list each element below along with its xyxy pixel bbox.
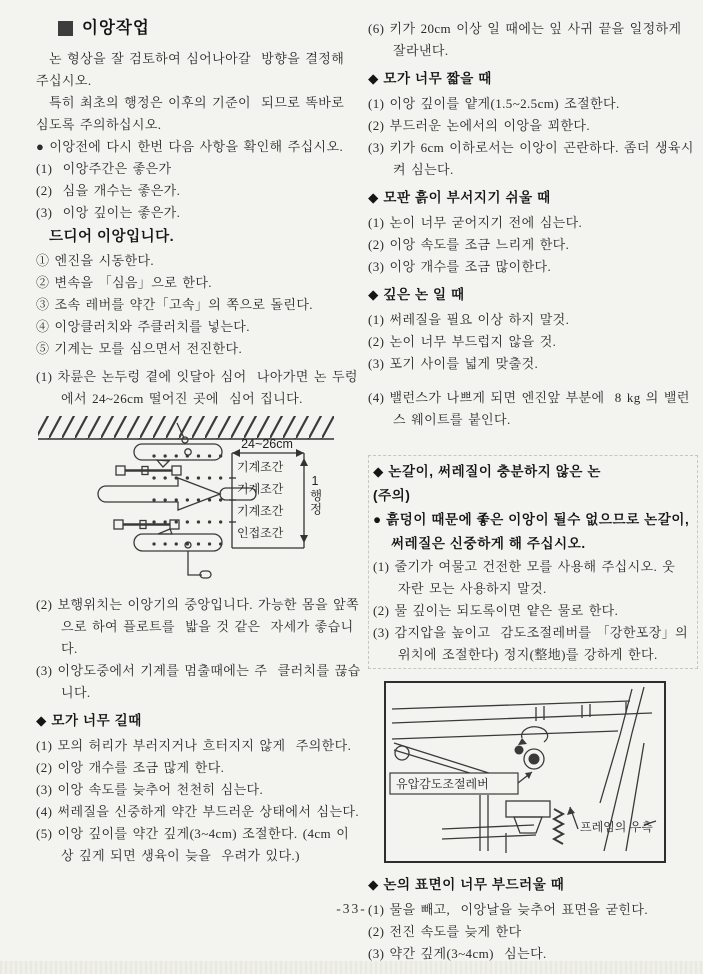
row-spacing-label: 기계조간 [237, 460, 284, 474]
step-item: ① 엔진을 시동한다. [36, 253, 155, 268]
list-item: (2) 부드러운 논에서의 이앙을 꾀한다. [368, 118, 591, 133]
bund-hatch [38, 416, 334, 439]
list-item: (4) 써레질을 신중하게 약간 부드러운 상태에서 심는다. [36, 804, 360, 819]
list-item: (3) 포기 사이를 넓게 맞출것. [368, 356, 539, 371]
list-item: (1) 모의 허리가 부러지거나 흐터지지 않게 주의한다. [36, 738, 352, 753]
list-item: (2) 전진 속도를 늦게 한다 [368, 924, 522, 939]
scan-edge-artifact [0, 961, 703, 974]
caution-bullet: ● 흙덩이 때문에 좋은 이앙이 될수 없으므로 논갈이, 써레질은 신중하게 해 주십시오. [373, 512, 694, 551]
dimension-label: 24~26cm [241, 437, 293, 451]
row-spacing-label: 인접조간 [237, 526, 284, 540]
section-header: ◆ 모가 너무 짧을 때 [368, 71, 492, 86]
one-pass-label: 1행정 [308, 474, 322, 516]
list-item: (1) 차륜은 논두렁 곁에 잇달아 심어 나아가면 논 두렁에서 24~26cm 떨어진 곳에 심어 집니다. [36, 369, 358, 406]
right-column [368, 18, 698, 965]
list-item: (3) 약간 깊게(3~4cm) 심는다. [368, 946, 547, 961]
square-bullet-icon [58, 21, 73, 36]
list-item: (3) 이앙 속도를 늦추어 천천히 심는다. [36, 782, 264, 797]
section-header: ◆ 깊은 논 일 때 [368, 287, 465, 302]
lever-figure [384, 681, 666, 863]
list-item: (3) 감지압을 높이고 감도조절레버를 「강한포장」의 위치에 조절한다) 정지(整地)를 강하게 한다. [373, 625, 694, 662]
machine-body [98, 478, 220, 510]
list-item: (1) 줄기가 여물고 건전한 모를 사용해 주십시오. 웃 자란 모는 사용하지 말것. [373, 559, 681, 596]
list-item: (5) 이앙 깊이를 약간 깊게(3~4cm) 조절한다. (4cm 이상 깊게 되면 생육이 늦을 우려가 있다.) [36, 826, 350, 863]
left-column [36, 16, 362, 867]
step-item: ② 변속을 「심음」으로 한다. [36, 275, 212, 290]
planting-diagram [36, 414, 362, 588]
frame-side-label: 프레임의 우측 [580, 820, 653, 834]
list-item: (1) 물을 빼고, 이앙날을 늦추어 표면을 굳힌다. [368, 902, 648, 917]
lever-label: 유압감도조절레버 [396, 777, 489, 791]
row-spacing-label: 기계조간 [237, 504, 284, 518]
list-item: (1) 논이 너무 굳어지기 전에 심는다. [368, 215, 583, 230]
list-item: (2) 논이 너무 부드럽지 않을 것. [368, 334, 557, 349]
list-item: (2) 심을 개수는 좋은가. [36, 183, 181, 198]
page-number: -33- [336, 901, 367, 916]
caution-box [368, 455, 698, 669]
list-item: (1) 이앙주간은 좋은가 [36, 161, 172, 176]
list-item: (1) 써레질을 필요 이상 하지 말것. [368, 312, 570, 327]
section-title [58, 18, 362, 38]
caution-subtitle: (주의) [373, 488, 411, 503]
list-item: (4) 밸런스가 나쁘게 되면 엔진앞 부분에 8 kg 의 밸런스 웨이트를 붙인다. [368, 390, 690, 427]
bullet-paragraph: ● 이앙전에 다시 한번 다음 사항을 확인해 주십시오. [36, 139, 344, 154]
float-bottom [134, 534, 222, 551]
row-spacing-label: 기계조간 [237, 482, 284, 496]
list-item: (2) 이앙 속도를 조금 느리게 한다. [368, 237, 570, 252]
subheading: 드디어 이앙입니다. [49, 229, 175, 245]
section-header: ◆ 모판 흙이 부서지기 쉬울 때 [368, 190, 551, 205]
paragraph: 특히 최초의 행정은 이후의 기준이 되므로 똑바로 심도록 주의하십시오. [36, 95, 350, 132]
list-item: (6) 키가 20cm 이상 일 때에는 잎 사귀 끝을 일정하게 잘라낸다. [368, 21, 687, 58]
lever-figure-drawing [386, 683, 660, 857]
section-header: ◆ 모가 너무 길때 [36, 713, 142, 728]
float-top [134, 444, 222, 460]
section-header: ◆ 논의 표면이 너무 부드러울 때 [368, 877, 565, 892]
paragraph: 논 형상을 잘 검토하여 심어나아갈 방향을 결정해 주십시오. [36, 51, 350, 88]
step-item: ⑤ 기계는 모를 심으면서 전진한다. [36, 341, 243, 356]
list-item: (1) 이앙 깊이를 얕게(1.5~2.5cm) 조절한다. [368, 96, 620, 111]
caution-title: ◆ 논갈이, 써레질이 충분하지 않은 논 [373, 464, 602, 479]
list-item: (2) 보행위치는 이앙기의 중앙입니다. 가능한 몸을 앞쪽으로 하여 플로트를 밟을 것 같은 자세가 좋습니다. [36, 597, 360, 656]
step-item: ③ 조속 레버를 약간「고속」의 쪽으로 돌린다. [36, 297, 313, 312]
list-item: (3) 이앙 깊이는 좋은가. [36, 205, 181, 220]
list-item: (3) 이앙 개수를 조금 많이한다. [368, 259, 552, 274]
step-item: ④ 이앙클러치와 주클러치를 넣는다. [36, 319, 250, 334]
section-title-text: 이앙작업 [82, 19, 150, 37]
list-item: (3) 이앙도중에서 기계를 멈출때에는 주 클러치를 끊습니다. [36, 663, 361, 700]
list-item: (3) 키가 6cm 이하로서는 이앙이 곤란하다. 좀더 생육시켜 심는다. [368, 140, 694, 177]
list-item: (2) 물 깊이는 되도록이면 얕은 물로 한다. [373, 603, 619, 618]
list-item: (2) 이앙 개수를 조금 많게 한다. [36, 760, 225, 775]
